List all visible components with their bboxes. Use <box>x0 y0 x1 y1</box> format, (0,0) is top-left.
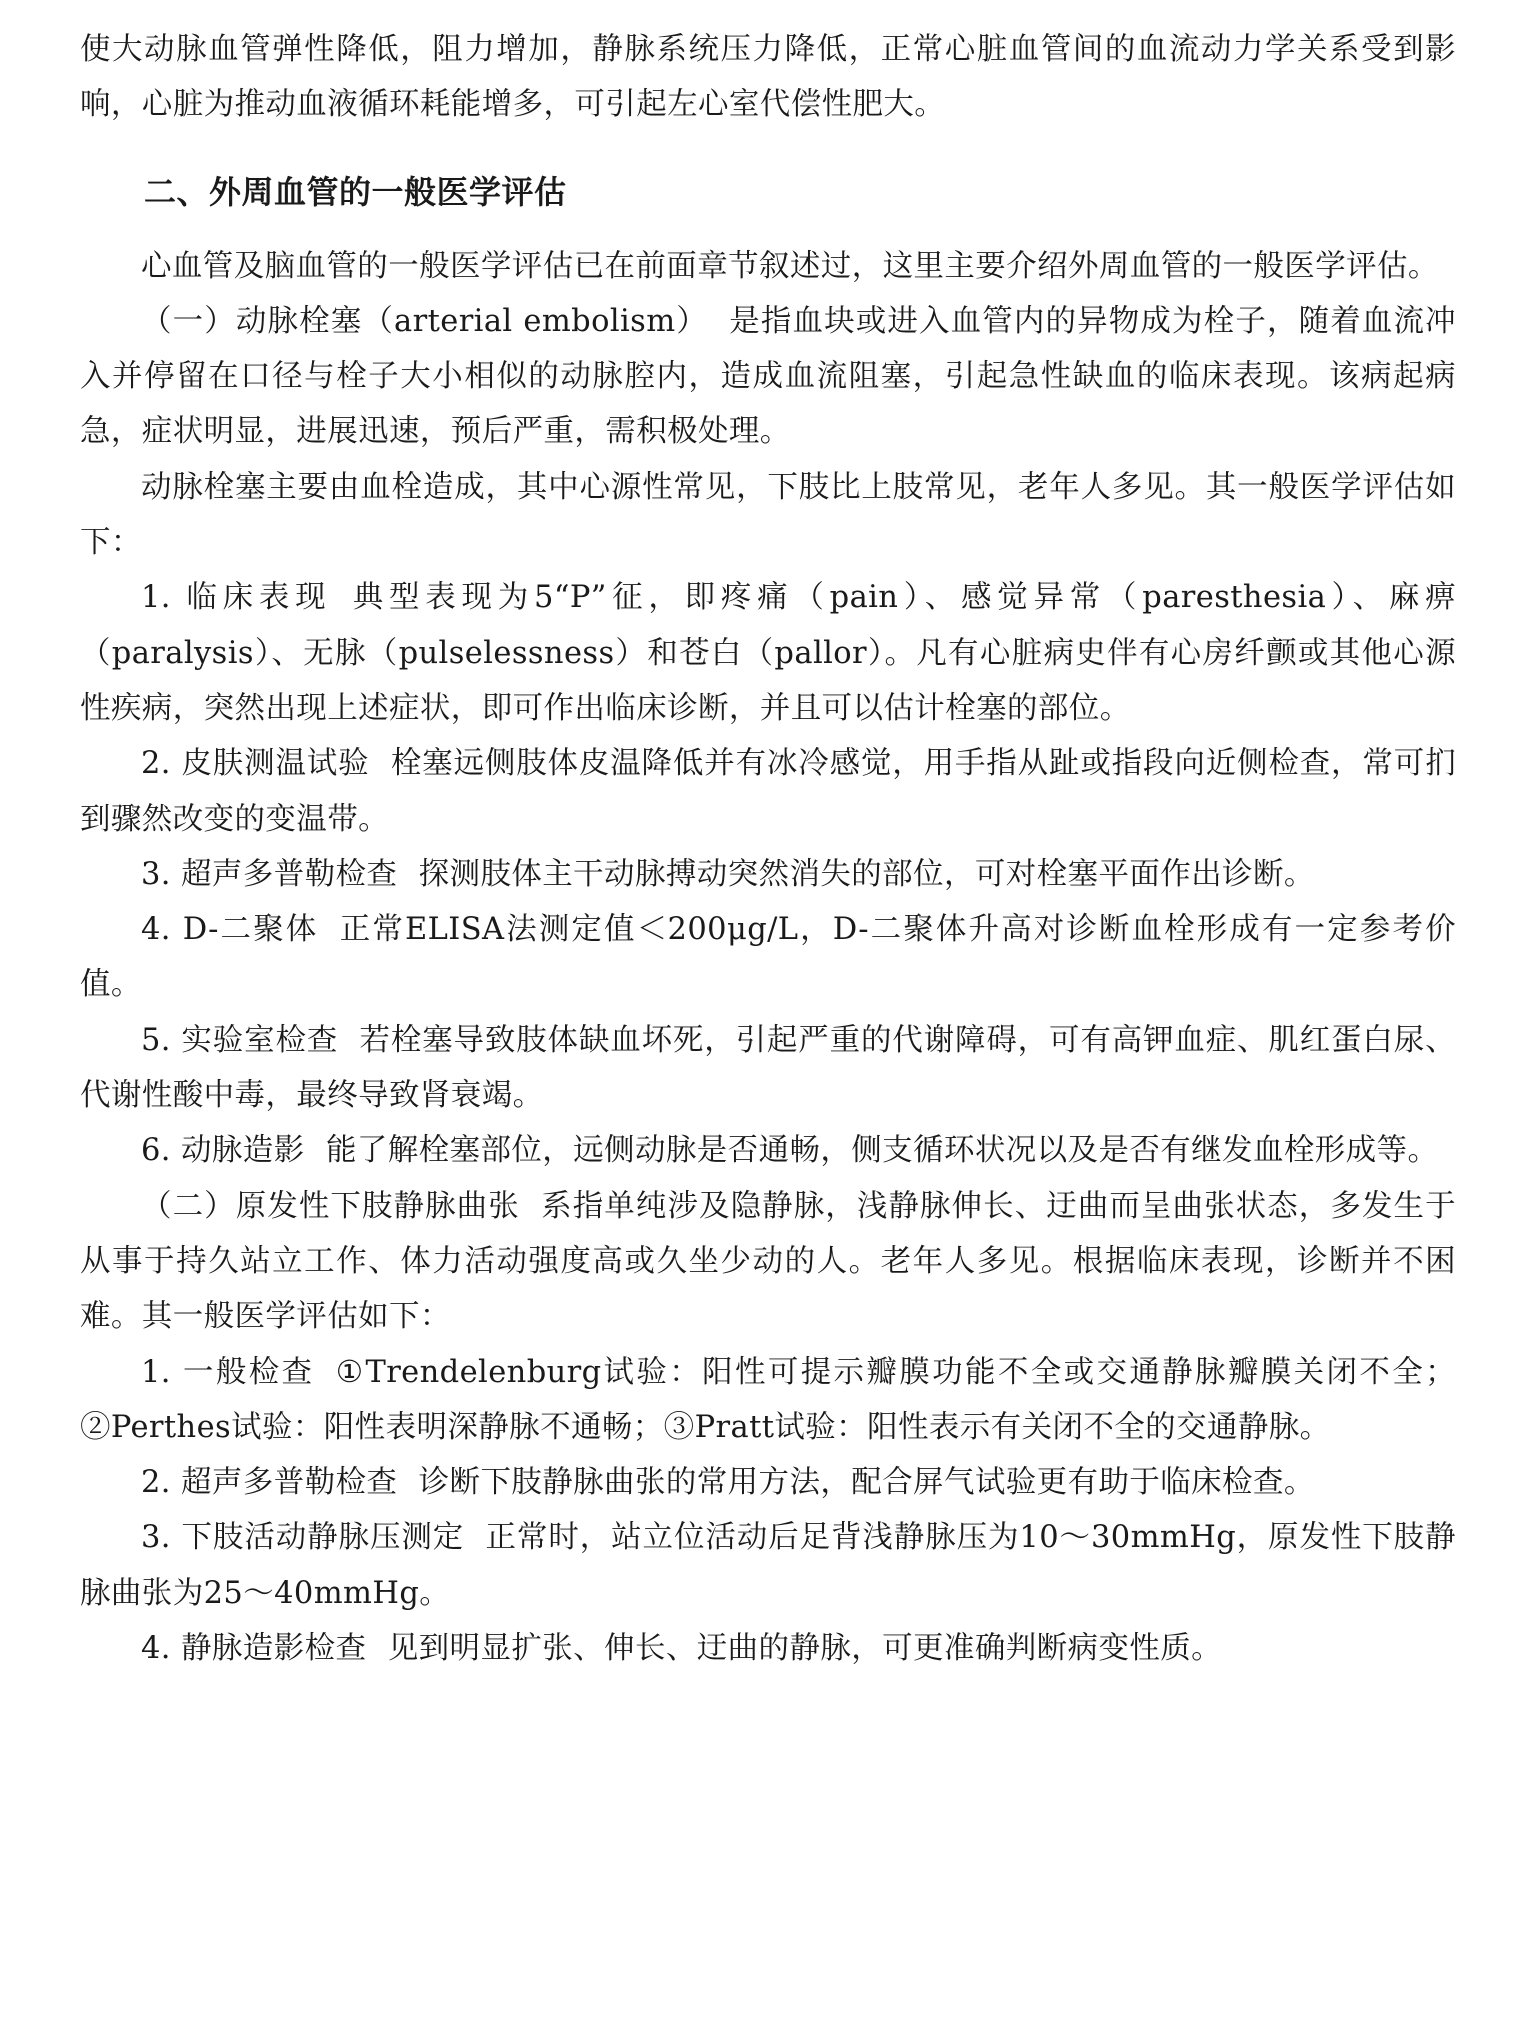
list-item <box>80 1345 1456 1456</box>
item-label: 2. 超声多普勒检查 <box>141 1465 398 1501</box>
item-text: 若栓塞导致肢体缺血坏死，引起严重的代谢障碍，可有高钾血症、肌红蛋白尿、代谢性酸中毒，最终导致肾衰竭。 <box>80 1022 1457 1114</box>
item-text: 典型表现为5“P”征，即疼痛（pain）、感觉异常（paresthesia）、麻痹（paralysis）、无脉（pulselessness）和苍白（pallor）。凡有心脏病史伴有心房纤颤或其他心源性疾病，突然出现上述症状，即可作出临床诊断，并且可以估计栓塞的部位。 <box>80 580 1456 726</box>
list-item <box>80 736 1456 847</box>
arterial-embolism-text: 是指血块或进入血管内的异物成为栓子，随着血流冲入并停留在口径与栓子大小相似的动脉腔内，造成血流阻塞，引起急性缺血的临床表现。该病起病急，症状明显，进展迅速，预后严重，需积极处理。 <box>80 303 1456 450</box>
varicose-veins-definition <box>80 1179 1456 1345</box>
item-label: 6. 动脉造影 <box>141 1133 305 1169</box>
list-item <box>80 1455 1456 1510</box>
item-label: 3. 下肢活动静脉压测定 <box>141 1520 465 1556</box>
list-item <box>80 847 1456 902</box>
list-item <box>80 570 1456 736</box>
list-item <box>80 1123 1456 1178</box>
varicose-veins-title: （二）原发性下肢静脉曲张 <box>141 1188 520 1224</box>
item-text: ①Trendelenburg试验：阳性可提示瓣膜功能不全或交通静脉瓣膜关闭不全；②Perthes试验：阳性表明深静脉不通畅；③Pratt试验：阳性表示有关闭不全的交通静脉。 <box>80 1354 1456 1445</box>
item-text: 见到明显扩张、伸长、迂曲的静脉，可更准确判断病变性质。 <box>387 1631 1223 1667</box>
item-label: 5. 实验室检查 <box>141 1022 339 1058</box>
arterial-embolism-definition <box>80 294 1456 460</box>
item-label: 1. 临床表现 <box>141 580 332 616</box>
list-item <box>80 1013 1456 1124</box>
item-text: 正常时，站立位活动后足背浅静脉压为10～30mmHg，原发性下肢静脉曲张为25～40mmHg。 <box>80 1520 1456 1611</box>
section-heading: 二、外周血管的一般医学评估 <box>144 172 567 211</box>
list-item <box>80 902 1456 1013</box>
arterial-embolism-title: （一）动脉栓塞（arterial embolism） <box>141 303 708 339</box>
varicose-veins-text: 系指单纯涉及隐静脉，浅静脉伸长、迂曲而呈曲张状态，多发生于从事于持久站立工作、体力活动强度高或久坐少动的人。老年人多见。根据临床表现，诊断并不困难。其一般医学评估如下： <box>80 1188 1456 1335</box>
item-text: 正常ELISA法测定值＜200μg/L，D-二聚体升高对诊断血栓形成有一定参考价值。 <box>80 912 1456 1003</box>
item-label: 4. D-二聚体 <box>141 912 319 948</box>
list-item <box>80 1510 1456 1621</box>
list-item <box>80 1621 1456 1676</box>
item-text: 能了解栓塞部位，远侧动脉是否通畅，侧支循环状况以及是否有继发血栓形成等。 <box>325 1133 1439 1169</box>
item-label: 4. 静脉造影检查 <box>141 1631 367 1667</box>
item-text: 诊断下肢静脉曲张的常用方法，配合屏气试验更有助于临床检查。 <box>418 1465 1315 1501</box>
body-text <box>80 22 1456 1676</box>
item-text: 栓塞远侧肢体皮温降低并有冰冷感觉，用手指从趾或指段向近侧检查，常可扪到骤然改变的变温带。 <box>80 746 1456 837</box>
continuation-paragraph: 使大动脉血管弹性降低，阻力增加，静脉系统压力降低，正常心脏血管间的血流动力学关系受到影响，心脏为推动血液循环耗能增多，可引起左心室代偿性肥大。 <box>80 32 1456 123</box>
item-label: 3. 超声多普勒检查 <box>141 856 398 892</box>
arterial-embolism-overview: 动脉栓塞主要由血栓造成，其中心源性常见，下肢比上肢常见，老年人多见。其一般医学评估如下： <box>80 469 1456 561</box>
intro-paragraph: 心血管及脑血管的一般医学评估已在前面章节叙述过，这里主要介绍外周血管的一般医学评估。 <box>141 248 1439 284</box>
item-label: 2. 皮肤测温试验 <box>141 746 370 782</box>
item-label: 1. 一般检查 <box>141 1354 315 1390</box>
item-text: 探测肢体主干动脉搏动突然消失的部位，可对栓塞平面作出诊断。 <box>418 856 1315 892</box>
